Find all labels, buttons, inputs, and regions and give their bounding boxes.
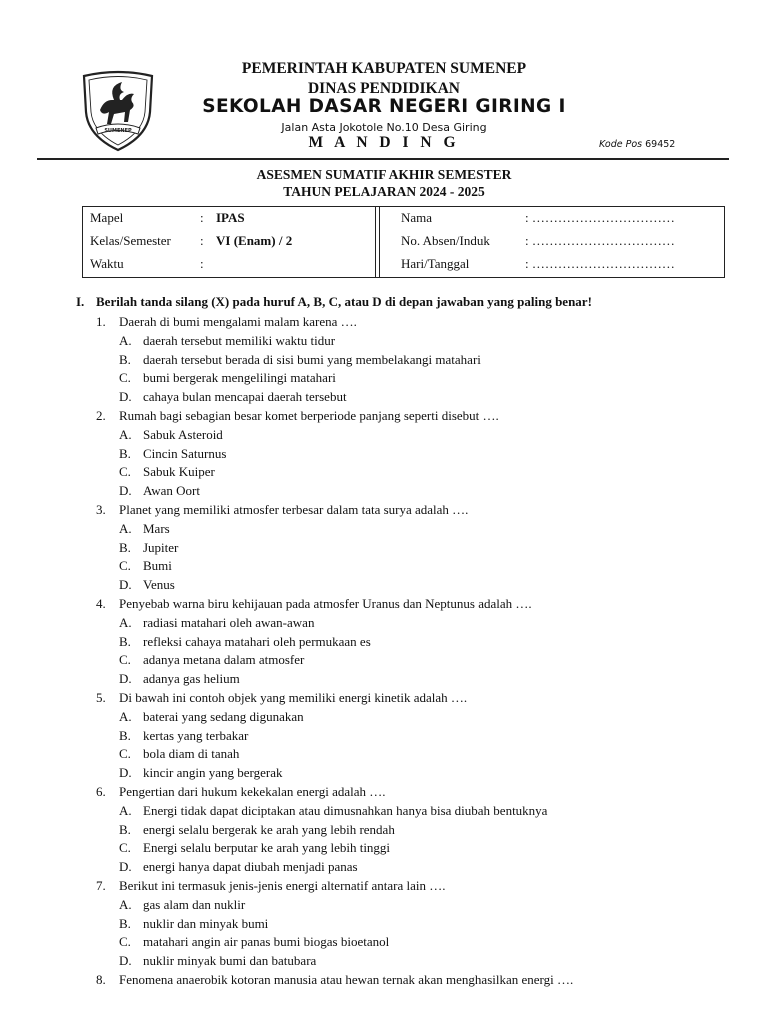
answer-option[interactable] bbox=[96, 933, 736, 952]
answer-option[interactable] bbox=[96, 651, 736, 670]
option-letter[interactable]: C. bbox=[119, 370, 131, 386]
postal-code-value: 69452 bbox=[645, 139, 676, 150]
absen-induk-label: No. Absen/Induk bbox=[401, 233, 490, 248]
question-number: 3. bbox=[96, 501, 106, 517]
question-stem bbox=[96, 689, 736, 708]
answer-option[interactable] bbox=[96, 670, 736, 689]
answer-option[interactable] bbox=[96, 633, 736, 652]
question-text: Berikut ini termasuk jenis-jenis energi alternatif antara lain …. bbox=[119, 877, 446, 893]
answer-option[interactable] bbox=[96, 764, 736, 783]
village-name: M A N D I N G bbox=[308, 134, 460, 151]
subject-sep: : bbox=[200, 210, 204, 225]
option-text: daerah tersebut berada di sisi bumi yang membelakangi matahari bbox=[143, 351, 481, 367]
option-text: Venus bbox=[143, 577, 175, 593]
day-date-label: Hari/Tanggal bbox=[401, 256, 470, 271]
option-letter[interactable]: B. bbox=[119, 633, 131, 649]
letterhead-divider bbox=[37, 158, 729, 160]
option-letter[interactable]: D. bbox=[119, 577, 132, 593]
option-text: gas alam dan nuklir bbox=[143, 896, 246, 912]
option-letter[interactable]: A. bbox=[119, 708, 132, 724]
postal-code-label: Kode Pos bbox=[599, 139, 643, 150]
question-item bbox=[96, 783, 736, 877]
option-text: nuklir dan minyak bumi bbox=[143, 915, 269, 931]
identity-box-divider bbox=[375, 207, 380, 277]
exam-title: ASESMEN SUMATIF AKHIR SEMESTER bbox=[256, 167, 512, 182]
question-text: Di bawah ini contoh objek yang memiliki energi kinetik adalah …. bbox=[119, 689, 468, 705]
option-text: Bumi bbox=[143, 558, 172, 574]
option-letter[interactable]: B. bbox=[119, 351, 131, 367]
answer-option[interactable] bbox=[96, 482, 736, 501]
question-text: Pengertian dari hukum kekekalan energi adalah …. bbox=[119, 783, 386, 799]
option-text: daerah tersebut memiliki waktu tidur bbox=[143, 332, 336, 348]
option-text: Awan Oort bbox=[143, 483, 200, 499]
question-stem bbox=[96, 407, 736, 426]
option-text: baterai yang sedang digunakan bbox=[143, 708, 304, 724]
option-text: bumi bergerak mengelilingi matahari bbox=[143, 370, 336, 386]
question-item bbox=[96, 501, 736, 595]
option-letter[interactable]: C. bbox=[119, 840, 131, 856]
question-item bbox=[96, 877, 736, 971]
option-text: Sabuk Kuiper bbox=[143, 464, 215, 480]
answer-option[interactable] bbox=[96, 896, 736, 915]
question-stem bbox=[96, 877, 736, 896]
option-letter[interactable]: B. bbox=[119, 727, 131, 743]
option-letter[interactable]: C. bbox=[119, 652, 131, 668]
question-list bbox=[96, 313, 736, 990]
option-letter[interactable]: D. bbox=[119, 953, 132, 969]
answer-option[interactable] bbox=[96, 745, 736, 764]
answer-option[interactable] bbox=[96, 351, 736, 370]
class-semester-sep: : bbox=[200, 233, 204, 248]
subject-label: Mapel bbox=[90, 210, 124, 225]
option-letter[interactable]: A. bbox=[119, 896, 132, 912]
answer-option[interactable] bbox=[96, 614, 736, 633]
student-identity-box bbox=[82, 206, 725, 278]
question-text: Rumah bagi sebagian besar komet berperiode panjang seperti disebut …. bbox=[119, 407, 499, 423]
option-letter[interactable]: A. bbox=[119, 520, 132, 536]
option-text: energi selalu bergerak ke arah yang lebih rendah bbox=[143, 821, 395, 837]
option-text: Cincin Saturnus bbox=[143, 445, 227, 461]
answer-option[interactable] bbox=[96, 821, 736, 840]
answer-option[interactable] bbox=[96, 539, 736, 558]
answer-option[interactable] bbox=[96, 332, 736, 351]
section-instruction-text: Berilah tanda silang (X) pada huruf A, B, C, atau D di depan jawaban yang paling benar! bbox=[96, 294, 592, 309]
time-label: Waktu bbox=[90, 256, 124, 271]
answer-option[interactable] bbox=[96, 839, 736, 858]
option-letter[interactable]: D. bbox=[119, 483, 132, 499]
option-letter[interactable]: C. bbox=[119, 934, 131, 950]
name-label: Nama bbox=[401, 210, 433, 225]
question-text: Planet yang memiliki atmosfer terbesar dalam tata surya adalah …. bbox=[119, 501, 469, 517]
question-text: Penyebab warna biru kehijauan pada atmosfer Uranus dan Neptunus adalah …. bbox=[119, 595, 532, 611]
answer-option[interactable] bbox=[96, 520, 736, 539]
absen-induk-field[interactable]: : …………………………… bbox=[525, 233, 675, 248]
option-text: radiasi matahari oleh awan-awan bbox=[143, 614, 315, 630]
option-letter[interactable]: B. bbox=[119, 445, 131, 461]
option-text: kincir angin yang bergerak bbox=[143, 765, 283, 781]
question-text: Daerah di bumi mengalami malam karena …. bbox=[119, 314, 357, 329]
option-letter[interactable]: D. bbox=[119, 859, 132, 875]
option-letter[interactable]: B. bbox=[119, 821, 131, 837]
question-stem bbox=[96, 783, 736, 802]
question-item bbox=[96, 313, 736, 407]
question-number: 4. bbox=[96, 595, 106, 611]
answer-option[interactable] bbox=[96, 557, 736, 576]
option-text: kertas yang terbakar bbox=[143, 727, 249, 743]
question-item bbox=[96, 689, 736, 783]
question-stem bbox=[96, 595, 736, 614]
question-number: 6. bbox=[96, 783, 106, 799]
question-number: 8. bbox=[96, 971, 106, 987]
option-text: matahari angin air panas bumi biogas bioetanol bbox=[143, 934, 390, 950]
option-letter[interactable]: A. bbox=[119, 426, 132, 442]
department-name: DINAS PENDIDIKAN bbox=[307, 80, 460, 97]
option-text: Sabuk Asteroid bbox=[143, 426, 223, 442]
option-letter[interactable]: C. bbox=[119, 464, 131, 480]
answer-option[interactable] bbox=[96, 388, 736, 407]
option-letter[interactable]: A. bbox=[119, 614, 132, 630]
option-letter[interactable]: A. bbox=[119, 802, 132, 818]
question-stem bbox=[96, 971, 736, 990]
answer-option[interactable] bbox=[96, 727, 736, 746]
class-semester-label: Kelas/Semester bbox=[90, 233, 171, 248]
school-name: SEKOLAH DASAR NEGERI GIRING I bbox=[202, 96, 566, 117]
answer-option[interactable] bbox=[96, 426, 736, 445]
option-text: cahaya bulan mencapai daerah tersebut bbox=[143, 389, 347, 405]
academic-year: TAHUN PELAJARAN 2024 - 2025 bbox=[283, 184, 485, 199]
option-text: nuklir minyak bumi dan batubara bbox=[143, 953, 317, 969]
section-number: I. bbox=[76, 294, 85, 309]
class-semester-value: VI (Enam) / 2 bbox=[216, 233, 293, 248]
question-number: 7. bbox=[96, 877, 106, 893]
name-field[interactable]: : …………………………… bbox=[525, 210, 675, 225]
question-item bbox=[96, 971, 736, 990]
option-text: Energi tidak dapat diciptakan atau dimusnahkan hanya bisa diubah bentuknya bbox=[143, 802, 548, 818]
option-letter[interactable]: C. bbox=[119, 746, 131, 762]
question-stem bbox=[96, 313, 736, 332]
answer-option[interactable] bbox=[96, 952, 736, 971]
answer-option[interactable] bbox=[96, 858, 736, 877]
postal-code bbox=[599, 139, 675, 150]
section-instruction bbox=[76, 294, 592, 310]
day-date-field[interactable]: : …………………………… bbox=[525, 256, 675, 271]
answer-option[interactable] bbox=[96, 369, 736, 388]
option-text: adanya gas helium bbox=[143, 671, 240, 687]
question-number: 5. bbox=[96, 689, 106, 705]
sumenep-logo-icon bbox=[78, 70, 158, 154]
answer-option[interactable] bbox=[96, 708, 736, 727]
question-number: 1. bbox=[96, 314, 106, 329]
question-item bbox=[96, 407, 736, 501]
svg-text:SUMENEP: SUMENEP bbox=[104, 128, 132, 134]
question-item bbox=[96, 595, 736, 689]
option-letter[interactable]: D. bbox=[119, 765, 132, 781]
option-letter[interactable]: D. bbox=[119, 389, 132, 405]
time-sep: : bbox=[200, 256, 204, 271]
option-text: Energi selalu berputar ke arah yang lebih tinggi bbox=[143, 840, 391, 856]
option-text: Mars bbox=[143, 520, 170, 536]
answer-option[interactable] bbox=[96, 463, 736, 482]
option-letter[interactable]: D. bbox=[119, 671, 132, 687]
answer-option[interactable] bbox=[96, 445, 736, 464]
option-letter[interactable]: B. bbox=[119, 539, 131, 555]
option-letter[interactable]: B. bbox=[119, 915, 131, 931]
answer-option[interactable] bbox=[96, 915, 736, 934]
option-text: refleksi cahaya matahari oleh permukaan es bbox=[143, 633, 371, 649]
option-text: bola diam di tanah bbox=[143, 746, 240, 762]
government-name: PEMERINTAH KABUPATEN SUMENEP bbox=[241, 60, 527, 77]
question-text: Fenomena anaerobik kotoran manusia atau hewan ternak akan menghasilkan energi …. bbox=[119, 971, 574, 987]
school-address: Jalan Asta Jokotole No.10 Desa Giring bbox=[281, 121, 487, 134]
answer-option[interactable] bbox=[96, 802, 736, 821]
answer-option[interactable] bbox=[96, 576, 736, 595]
option-text: adanya metana dalam atmosfer bbox=[143, 652, 305, 668]
option-text: Jupiter bbox=[143, 539, 179, 555]
subject-value: IPAS bbox=[216, 210, 245, 225]
option-letter[interactable]: C. bbox=[119, 558, 131, 574]
option-letter[interactable]: A. bbox=[119, 332, 132, 348]
question-number: 2. bbox=[96, 407, 106, 423]
question-stem bbox=[96, 501, 736, 520]
option-text: energi hanya dapat diubah menjadi panas bbox=[143, 859, 358, 875]
